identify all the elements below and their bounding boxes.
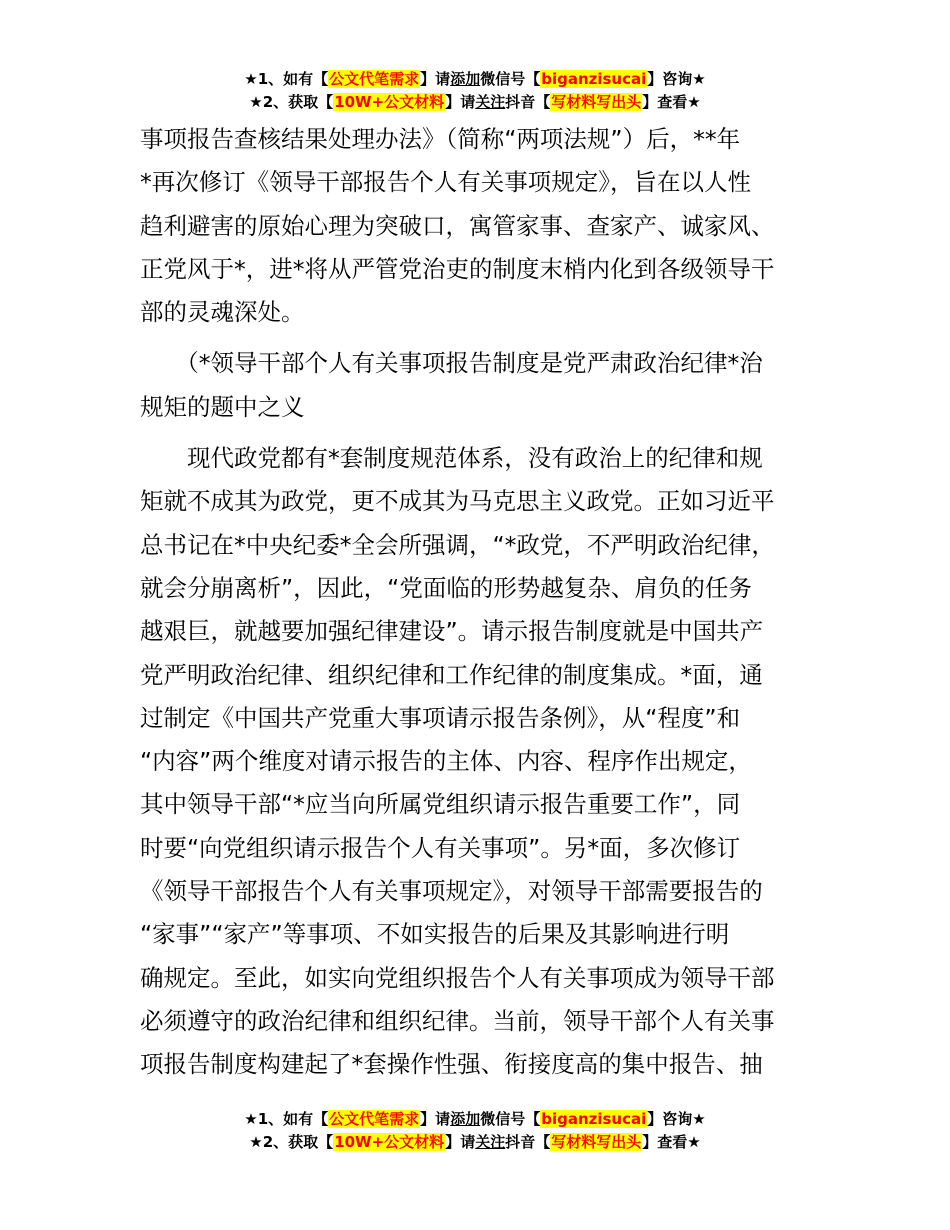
header-banner-line-1: ★1、如有【公文代笔需求】请添加微信号【biganzisucai】咨询★ — [244, 70, 706, 88]
highlight-douyin: 写材料写出头 — [551, 93, 642, 111]
highlight-wechat-id: biganzisucai — [541, 1110, 647, 1128]
footer-banner — [0, 1108, 950, 1154]
highlight-douyin: 写材料写出头 — [551, 1133, 642, 1151]
header-banner-line-2: ★2、获取【10W+公文材料】请关注抖音【写材料写出头】查看★ — [249, 93, 701, 111]
highlight-materials: 10W+公文材料 — [334, 93, 445, 111]
document-body — [140, 118, 815, 1087]
highlight-service: 公文代笔需求 — [329, 70, 420, 88]
highlight-service: 公文代笔需求 — [329, 1110, 420, 1128]
header-banner — [0, 68, 950, 114]
section-heading: （*领导干部个人有关事项报告制度是党严肃政治纪律*治 规矩的题中之义 — [140, 349, 763, 421]
highlight-wechat-id: biganzisucai — [541, 70, 647, 88]
highlight-materials: 10W+公文材料 — [334, 1133, 445, 1151]
footer-banner-line-2: ★2、获取【10W+公文材料】请关注抖音【写材料写出头】查看★ — [249, 1133, 701, 1151]
paragraph-1: 事项报告查核结果处理办法》（简称“两项法规”）后，**年 *再次修订《领导干部报告个人有关事项规定》，旨在以人性 趋利避害的原始心理为突破口，寓管家事、查家产、诚家风、 正党风于*，进*将从严管党治吏的制度末梢内化到各级领导干 部的灵魂深处。 — [140, 125, 775, 327]
footer-banner-line-1: ★1、如有【公文代笔需求】请添加微信号【biganzisucai】咨询★ — [244, 1110, 706, 1128]
paragraph-2: 现代政党都有*套制度规范体系，没有政治上的纪律和规 矩就不成其为政党，更不成其为马克思主义政党。正如习近平 总书记在*中央纪委*全会所强调，“*政党，不严明政治纪律， 就会分崩离析”，因此，“党面临的形势越复杂、肩负的任务 越艰巨，就越要加强纪律建设”。请示报告制度就是中国共产 党严明政治纪律、组织纪律和工作纪律的制度集成。*面，通 过制定《中国共产党重大事项请示报告条例》，从“程度”和 “内容”两个维度对请示报告的主体、内容、程序作出规定， 其中领导干部“*应当向所属党组织请示报告重要工作”，同 时要“向党组织请示报告个人有关事项”。另*面，多次修订 《领导干部报告个人有关事项规定》，对领导干部需要报告的 “家事”“家产”等事项、不如实报告的后果及其影响进行明 确规定。至此，如实向党组织报告个人有关事项成为领导干部 必须遵守的政治纪律和组织纪律。当前，领导干部个人有关事 项报告制度构建起了*套操作性强、衔接度高的集中报告、抽 — [140, 444, 775, 1079]
